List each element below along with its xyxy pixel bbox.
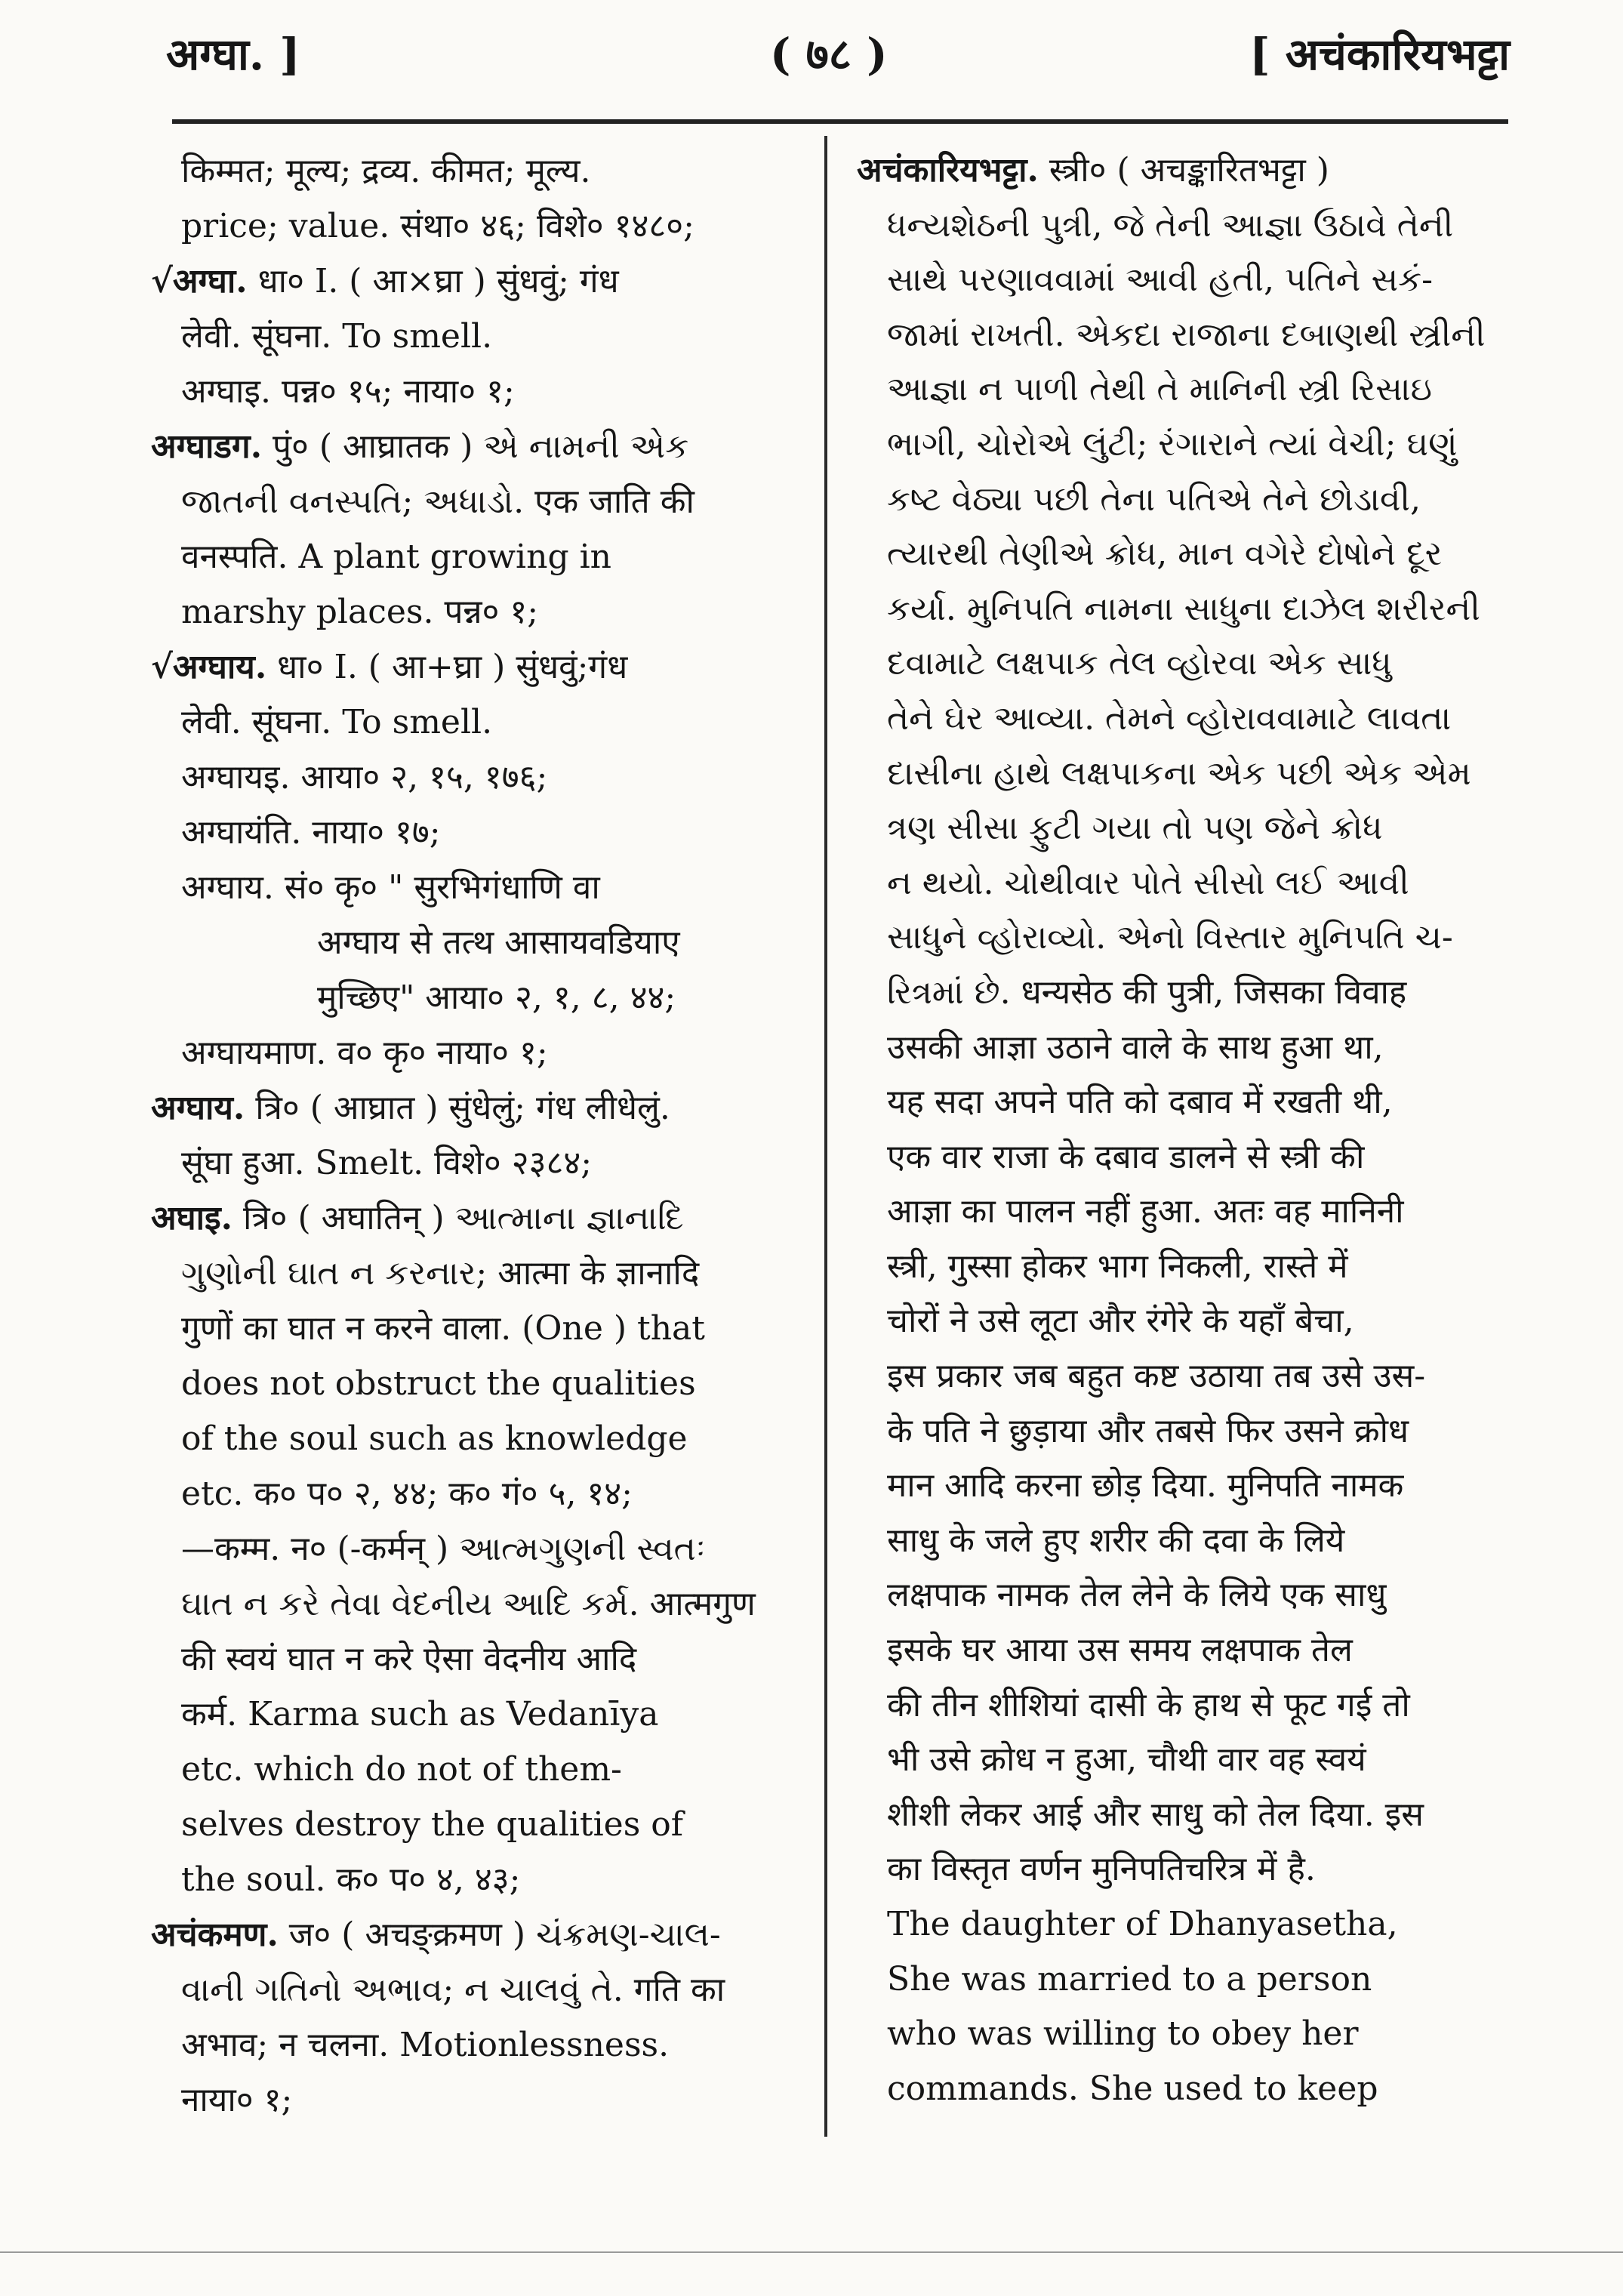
dictionary-text-line (151, 474, 800, 529)
entry-text: अग्घायइ. आया० २, १५, १७६; (181, 758, 548, 797)
headword: अग्घा. (172, 262, 248, 300)
dictionary-text-line (151, 529, 800, 584)
dictionary-text-line (151, 2073, 800, 2128)
entry-text: રિત્રમાં છે. धन्यसेठ की पुत्री, जिसका विवाह (887, 972, 1407, 1012)
dictionary-text-line (857, 966, 1498, 1021)
entry-text: She was married to a person (887, 1959, 1372, 1999)
dictionary-text-line (151, 1962, 800, 2017)
column-divider (824, 136, 827, 2137)
dictionary-text-line (151, 970, 800, 1025)
entry-text: भी उसे क्रोध न हुआ, चौथी वार वह स्वयं (887, 1740, 1366, 1780)
dictionary-text-line (857, 1733, 1498, 1788)
entry-text: मुच्छिए" आया० २, १, ८, ४४; (317, 978, 676, 1017)
dictionary-headword-line (857, 143, 1498, 199)
checkmark-icon: √ (151, 262, 173, 300)
entry-text: —कम्म. न० (-कर्मन् ) આત્મગુણની સ્વતઃ (181, 1530, 706, 1568)
dictionary-text-line (151, 750, 800, 805)
dictionary-text-line (857, 856, 1498, 911)
dictionary-text-line (857, 473, 1498, 528)
entry-text: દાસીના હાથે લક્ષપાકના એક પછી એક એમ (887, 754, 1471, 793)
entry-text: पुं० ( आघ्रातक ) એ નામની એક (262, 427, 689, 466)
dictionary-text-line (857, 801, 1498, 856)
entry-text: लेवी. सूंघना. To smell. (181, 317, 493, 356)
dictionary-text-line (151, 860, 800, 915)
entry-text: ભાગી, ચોરોએ લુંટી; રંગારાને ત્યાં વેચી; ઘણું (887, 424, 1458, 464)
dictionary-text-line (857, 1021, 1498, 1076)
dictionary-text-line (857, 418, 1498, 473)
dictionary-text-line (857, 1404, 1498, 1459)
dictionary-text-line (857, 692, 1498, 747)
dictionary-headword-line (151, 639, 800, 695)
dictionary-text-line (151, 805, 800, 860)
dictionary-text-line (857, 362, 1498, 418)
entry-text: मान आदि करना छोड़ दिया. मुनिपति नामक (887, 1466, 1404, 1505)
dictionary-headword-line (151, 1080, 800, 1136)
page-header (166, 23, 1510, 106)
dictionary-text-line (151, 584, 800, 639)
dictionary-text-line (151, 1797, 800, 1852)
entry-text: कर्म. Karma such as Vedanīya (181, 1695, 659, 1734)
entry-text: ન થયો. ચોથીવાર પોતે સીસો લઈ આવી (887, 863, 1409, 902)
entry-text: commands. She used to keep (887, 2069, 1378, 2108)
dictionary-text-line (857, 1240, 1498, 1295)
left-column (151, 143, 800, 2128)
entry-text: उसकी आज्ञा उठाने वाले के साथ हुआ था, (887, 1028, 1384, 1067)
entry-text: सूंघा हुआ. Smelt. विशे० २३८४; (181, 1144, 593, 1182)
entry-text: selves destroy the qualities of (181, 1805, 684, 1844)
entry-text: वनस्पति. A plant growing in (181, 538, 612, 576)
entry-text: etc. क० प० २, ४४; क० गं० ५, १४; (181, 1475, 633, 1513)
entry-text: ઘાત ન કરે તેવા વેદનીય આદિ કર્મ. आत्मगुण (181, 1585, 756, 1623)
dictionary-text-line (151, 1742, 800, 1797)
page-bottom-edge (0, 2251, 1623, 2253)
dictionary-text-line (857, 2062, 1498, 2117)
right-column (857, 143, 1498, 2116)
entry-text: लेवी. सूंघना. To smell. (181, 703, 493, 741)
entry-text: एक वार राजा के दबाव डालने से स्त्री की (887, 1137, 1365, 1176)
dictionary-text-line (857, 636, 1498, 692)
dictionary-text-line (151, 1466, 800, 1521)
dictionary-text-line (151, 364, 800, 419)
dictionary-text-line (857, 911, 1498, 966)
dictionary-text-line (857, 747, 1498, 802)
entry-text: etc. which do not of them- (181, 1750, 622, 1789)
dictionary-text-line (151, 309, 800, 364)
dictionary-text-line (151, 1632, 800, 1687)
entry-text: જાતની વનસ્પતિ; અધાડો. एक जाति की (181, 482, 694, 521)
dictionary-text-line (857, 1130, 1498, 1185)
dictionary-text-line (151, 1301, 800, 1356)
dictionary-headword-line (151, 254, 800, 309)
dictionary-text-line (151, 915, 800, 970)
dictionary-headword-line (151, 1191, 800, 1246)
entry-text: किम्मत; मूल्य; द्रव्य. कीमत; मूल्य. (181, 152, 591, 190)
dictionary-text-line (857, 1294, 1498, 1349)
entry-text: ત્યારથી તેણીએ ક્રોધ, માન વગેરે દોષોને દૂર (887, 535, 1443, 574)
entry-text: તેને ઘેર આવ્યા. તેમને વ્હોરાવવામાટે લાવતા (887, 698, 1452, 738)
entry-text: अग्घायंति. नाया० १७; (181, 813, 441, 852)
entry-text: The daughter of Dhanyasetha, (887, 1905, 1398, 1943)
dictionary-text-line (151, 1521, 800, 1576)
entry-text: चोरों ने उसे लूटा और रंगेरे के यहाँ बेचा, (887, 1302, 1354, 1341)
header-left-guide-word: अग्घा. ] (166, 29, 300, 80)
dictionary-headword-line (151, 419, 800, 474)
dictionary-text-line (857, 1349, 1498, 1404)
entry-text: ગુણોની ઘાત ન કરનાર; आत्मा के ज्ञानादि (181, 1254, 700, 1293)
entry-text: यह सदा अपने पति को दबाव में रखती थी, (887, 1083, 1393, 1122)
dictionary-text-line (151, 1411, 800, 1466)
entry-text: इसके घर आया उस समय लक्षपाक तेल (887, 1631, 1353, 1670)
entry-text: स्त्री, गुस्सा होकर भाग निकली, रास्ते में (887, 1247, 1348, 1286)
entry-text: साधु के जले हुए शरीर की दवा के लिये (887, 1521, 1345, 1560)
dictionary-text-line (151, 1246, 800, 1301)
dictionary-text-line (857, 1952, 1498, 2008)
dictionary-text-line (857, 199, 1498, 254)
entry-text: अभाव; न चलना. Motionlessness. (181, 2026, 670, 2064)
dictionary-text-line (151, 1687, 800, 1742)
entry-text: स्त्री० ( अचङ्कारितभट्टा ) (1038, 151, 1329, 190)
entry-text: ज० ( अचङ्क्रमण ) ચંક્રમણ-ચાલ- (278, 1915, 721, 1954)
dictionary-headword-line (151, 1907, 800, 1962)
dictionary-text-line (857, 1788, 1498, 1843)
headword: अग्घाय. (172, 648, 267, 686)
dictionary-text-line (857, 1678, 1498, 1734)
headword: अघाइ. (151, 1199, 233, 1237)
dictionary-text-line (151, 2017, 800, 2073)
entry-text: अग्घाइ. पन्न० १५; नाया० १; (181, 372, 515, 411)
dictionary-text-line (857, 1568, 1498, 1623)
entry-text: કષ્ટ વેઠ્યા પછી તેના પતિએ તેને છોડાવી, (887, 479, 1421, 519)
entry-text: आज्ञा का पालन नहीं हुआ. अतः वह मानिनी (887, 1192, 1404, 1231)
dictionary-text-line (857, 253, 1498, 308)
entry-text: के पति ने छुड़ाया और तबसे फिर उसने क्रोध (887, 1411, 1409, 1450)
header-rule (172, 119, 1508, 124)
dictionary-text-line (151, 1025, 800, 1080)
entry-text: अग्घायमाण. व० कृ० नाया० १; (181, 1034, 548, 1072)
entry-text: गुणों का घात न करने वाला. (One ) that (181, 1309, 705, 1348)
dictionary-text-line (857, 2007, 1498, 2062)
entry-text: इस प्रकार जब बहुत कष्ट उठाया तब उसे उस- (887, 1357, 1426, 1396)
dictionary-text-line (151, 1852, 800, 1907)
entry-text: of the soul such as knowledge (181, 1419, 688, 1458)
headword: अग्घाडग. (151, 427, 263, 466)
dictionary-text-line (857, 527, 1498, 582)
dictionary-text-line (857, 1897, 1498, 1952)
entry-text: की तीन शीशियां दासी के हाथ से फूट गई तो (887, 1685, 1410, 1724)
entry-text: does not obstruct the qualities (181, 1364, 696, 1403)
entry-text: नाया० १; (181, 2081, 293, 2119)
dictionary-text-line (857, 1185, 1498, 1240)
entry-text: who was willing to obey her (887, 2014, 1359, 2054)
entry-text: त्रि० ( आघ्रात ) सुंधेलुं; गंध लीधेलुं. (245, 1089, 670, 1127)
dictionary-text-line (857, 582, 1498, 637)
dictionary-text-line (151, 1576, 800, 1632)
checkmark-icon: √ (151, 648, 173, 686)
entry-text: દવામાટે લક્ષપાક તેલ વ્હોરવા એક સાધુ (887, 644, 1392, 683)
entry-text: price; value. संथा० ४६; विशे० १४८०; (181, 207, 694, 245)
entry-text: ત્રણ સીસા ફુટી ગયા તો પણ જેને ક્રોધ (887, 809, 1383, 848)
entry-text: વાની ગતિનો અભાવ; ન ચાલવું તે. गति का (181, 1971, 725, 2009)
entry-text: की स्वयं घात न करे ऐसा वेदनीय आदि (181, 1640, 637, 1678)
entry-text: अग्घाय से तत्थ आसायवडियाए (317, 923, 680, 962)
headword: अग्घाय. (151, 1089, 245, 1127)
entry-text: the soul. क० प० ४, ४३; (181, 1860, 521, 1899)
header-right-guide-word: [ अचंकारियभट्टा (1249, 29, 1510, 80)
headword: अचंकारियभट्टा. (857, 151, 1039, 190)
dictionary-text-line (151, 695, 800, 750)
entry-text: त्रि० ( अघातिन् ) આત્માના જ્ઞાનાદિ (232, 1199, 684, 1237)
entry-text: धा० I. ( आ+घ्रा ) सुंधवुं;गंध (266, 648, 628, 686)
dictionary-text-line (857, 1459, 1498, 1514)
entry-text: ધન્યશેઠની પુત્રી, જે તેની આજ્ઞા ઉઠાવે તેની (887, 205, 1454, 245)
entry-text: अग्घाय. सं० कृ० " सुरभिगंधाणि वा (181, 868, 600, 907)
entry-text: જામાં રાખતી. એકદા રાજાના દબાણથી સ્ત્રીની (887, 315, 1486, 354)
entry-text: સાથે પરણાવવામાં આવી હતી, પતિને સકં- (887, 260, 1434, 300)
entry-text: का विस्तृत वर्णन मुनिपतिचरित्र में है. (887, 1850, 1316, 1889)
dictionary-text-line (151, 143, 800, 199)
dictionary-text-line (857, 1623, 1498, 1678)
entry-text: સાધુને વ્હોરાવ્યો. એનો વિસ્તાર મુનિપતિ ચ- (887, 918, 1453, 957)
dictionary-text-line (151, 199, 800, 254)
dictionary-text-line (857, 1075, 1498, 1130)
headword: अचंकमण. (151, 1915, 279, 1954)
entry-text: આજ્ઞા ન પાળી તેથી તે માનિની સ્ત્રી રિસાઇ (887, 370, 1432, 409)
dictionary-text-line (151, 1356, 800, 1411)
entry-text: धा० I. ( आ×घ्रा ) सुंधवुं; गंध (247, 262, 619, 300)
entry-text: કર્યા. મુનિપતિ નામના સાધુના દાઝેલ શરીરની (887, 589, 1480, 628)
dictionary-text-line (857, 1514, 1498, 1569)
entry-text: शीशी लेकर आई और साधु को तेल दिया. इस (887, 1795, 1424, 1834)
entry-text: marshy places. पन्न० १; (181, 593, 539, 631)
dictionary-text-line (857, 1842, 1498, 1897)
dictionary-text-line (857, 308, 1498, 363)
entry-text: लक्षपाक नामक तेल लेने के लिये एक साधु (887, 1576, 1387, 1615)
dictionary-text-line (151, 1136, 800, 1191)
page-number: ( ७८ ) (770, 29, 888, 80)
